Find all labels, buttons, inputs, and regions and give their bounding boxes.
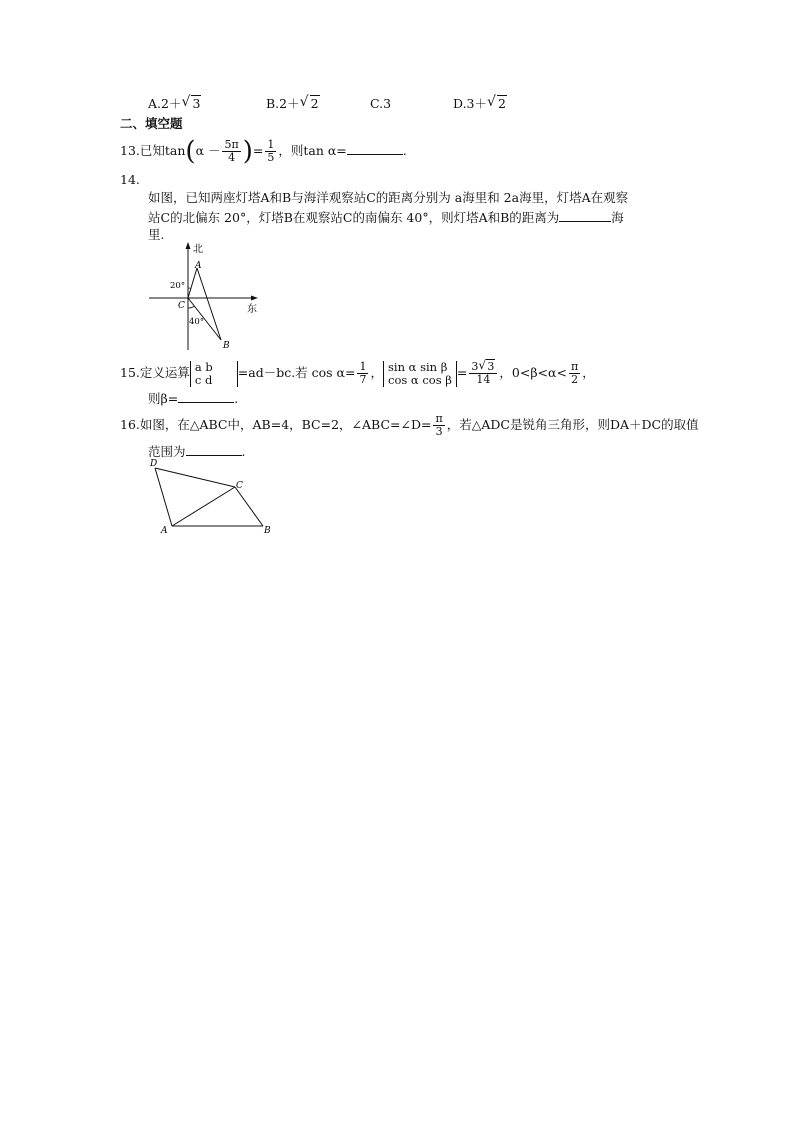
q14-line-1: 如图，已知两座灯塔A和B与海洋观察站C的距离分别为 a海里和 2a海里，灯塔A在观察 [148, 190, 629, 205]
left-paren: ( [185, 136, 196, 167]
det-row-1: sin α sin β [388, 359, 448, 374]
q12-option-c [370, 96, 391, 112]
frac-numerator: 1 [267, 138, 275, 151]
question-16 [120, 410, 699, 440]
label-angle-20: 20° [170, 281, 186, 291]
segment-ca [188, 268, 197, 298]
q15-fraction-3sqrt3-14 [469, 358, 497, 386]
frac-numerator: π [435, 412, 443, 425]
section-heading: 二、填空题 [120, 116, 183, 131]
q15-line-2-text: 则β= [148, 391, 179, 406]
label-b: B [264, 526, 271, 536]
q16-figure [145, 456, 275, 536]
sqrt-symbol: √ 2 [487, 94, 506, 111]
q15-comma: ， [370, 365, 383, 380]
q14-line-3: 里. [148, 227, 165, 242]
det-row-2: c d [194, 372, 213, 387]
det-row-1: a b [194, 359, 213, 374]
coef: 3 [471, 360, 479, 373]
label-c: C [236, 481, 243, 491]
frac-denominator: 14 [476, 373, 491, 386]
north-arrow-icon [186, 242, 191, 249]
label-angle-40: 40° [189, 317, 205, 327]
radicand: 2 [310, 96, 319, 111]
q12-option-c-text: C.3 [370, 96, 392, 111]
q16-suffix: ，若△ADC是锐角三角形，则DA＋DC的取值 [446, 417, 699, 432]
q13-equals: = [252, 143, 264, 158]
radicand: 3 [192, 96, 201, 111]
q15-fraction-pi-2 [569, 361, 580, 386]
q14-answer-blank[interactable] [559, 209, 611, 222]
label-a: A [195, 261, 202, 271]
frac-denominator: 2 [571, 373, 579, 386]
label-east: 东 [247, 304, 257, 315]
q13-fraction-1-5 [265, 139, 276, 164]
q13-end: . [402, 143, 407, 158]
q14-number: 14. [120, 172, 140, 187]
segment-ab [197, 268, 221, 340]
sqrt-symbol: √ 2 [299, 94, 319, 111]
q15-condition-end: ， [582, 365, 595, 380]
q12-option-b-prefix: B.2＋ [266, 96, 300, 111]
segment-cb [235, 487, 263, 526]
q15-end: . [234, 391, 239, 406]
sqrt-symbol: √ 3 [478, 358, 495, 373]
q12-option-d-prefix: D.3＋ [453, 96, 488, 111]
radicand: 3 [487, 360, 495, 373]
q14-line-2-end: 海 [611, 210, 624, 225]
q16-line-2-text: 范围为 [148, 444, 186, 459]
frac-numerator: 1 [359, 360, 367, 373]
right-paren: ) [242, 136, 253, 167]
q13-prefix: 13.已知tan [120, 143, 186, 158]
q14-line-2-text: 站C的北偏东 20°，灯塔B在观察站C的南偏东 40°，则灯塔A和B的距离为 [148, 210, 560, 225]
q13-fraction-5pi-4 [222, 139, 240, 164]
segment-dc [155, 468, 235, 487]
label-b: B [223, 341, 230, 351]
q14-line-2 [148, 209, 624, 226]
q15-condition: ，0<β<α< [499, 365, 567, 380]
frac-denominator: 7 [359, 373, 367, 386]
q15-answer-blank[interactable] [178, 390, 234, 403]
q14-figure [145, 240, 270, 352]
frac-numerator [469, 358, 497, 374]
frac-denominator: 3 [435, 425, 443, 438]
label-d: D [150, 459, 158, 469]
q12-option-b [266, 96, 320, 112]
label-c: C [178, 301, 185, 311]
segment-da [155, 468, 172, 526]
q12-option-d [453, 96, 507, 112]
frac-numerator: π [570, 360, 579, 373]
q12-option-a-prefix: A.2＋ [148, 96, 182, 111]
sqrt-symbol: √ 3 [181, 94, 201, 111]
q15-line-2 [148, 390, 238, 407]
q15-equals: = [456, 365, 468, 380]
q16-end: . [241, 444, 246, 459]
question-15 [120, 356, 595, 390]
q16-answer-blank[interactable] [186, 443, 242, 456]
question-13 [120, 136, 407, 167]
frac-numerator: 5π [224, 138, 239, 151]
q15-fraction-1-7 [357, 361, 368, 386]
q15-definition: =ad－bc.若 cos α= [237, 365, 356, 380]
q15-determinant-trig [383, 361, 457, 387]
east-arrow-icon [251, 296, 258, 301]
frac-denominator: 5 [267, 151, 275, 164]
q12-option-a [148, 96, 201, 112]
q16-prefix: 16.如图，在△ABC中，AB=4，BC=2，∠ABC=∠D= [120, 417, 432, 432]
angle-40-arc [188, 306, 195, 308]
radicand: 2 [498, 96, 506, 111]
det-row-2: cos α cos β [388, 372, 452, 387]
q13-suffix: ，则tan α= [278, 143, 347, 158]
label-north: 北 [193, 244, 203, 255]
frac-denominator: 4 [228, 151, 236, 164]
q16-fraction-pi-3 [433, 413, 444, 438]
q13-answer-blank[interactable] [347, 142, 403, 155]
segment-ac [172, 487, 235, 526]
q15-prefix: 15.定义运算 [120, 365, 190, 380]
q15-determinant-definition [190, 361, 238, 387]
q13-alpha: α － [195, 143, 221, 158]
label-a: A [161, 526, 168, 536]
